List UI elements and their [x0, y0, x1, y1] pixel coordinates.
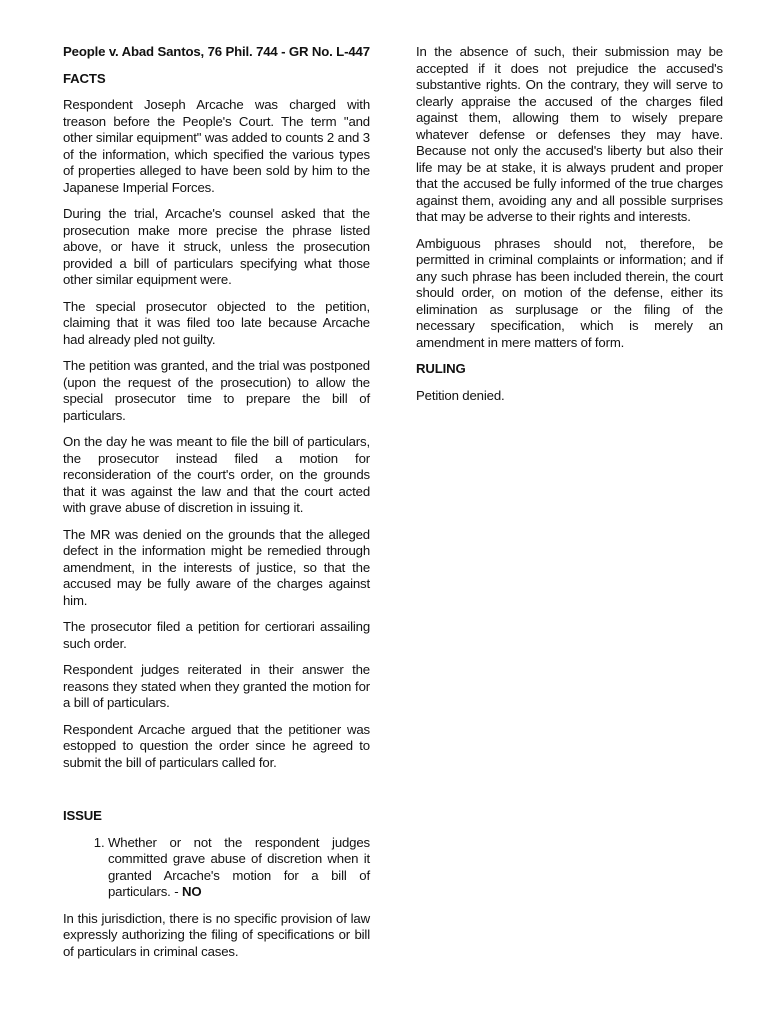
facts-paragraph: The prosecutor filed a petition for certiorari assailing such order.: [63, 619, 370, 651]
issue-answer: NO: [181, 884, 202, 899]
left-column: [63, 44, 370, 970]
issue-item-text: Whether or not the respondent judges committed grave abuse of discretion when it granted Arcache's motion for a bill of particulars. -: [108, 834, 370, 899]
section-spacer: [63, 781, 370, 808]
issue-heading: ISSUE: [63, 808, 102, 823]
discussion-paragraph: Ambiguous phrases should not, therefore, be permitted in criminal complaints or information; and if any such phrase has been included therein, the court should order, on motion of the defense, either its elimination as surplusage or the filing of the necessary specification, which is merely an amendment in mere matters of form.: [416, 235, 723, 350]
facts-paragraph: The special prosecutor objected to the petition, claiming that it was filed too late because Arcache had already pled not guilty.: [63, 298, 370, 347]
issue-item: [108, 835, 370, 901]
facts-heading: FACTS: [63, 70, 106, 86]
case-title: People v. Abad Santos, 76 Phil. 744 - GR No. L-447: [63, 44, 370, 59]
ruling-heading: RULING: [416, 361, 466, 376]
discussion-paragraph: In this jurisdiction, there is no specific provision of law expressly authorizing the filing of specifications or bill of particulars in criminal cases.: [63, 910, 370, 959]
facts-paragraph: Respondent Arcache argued that the petitioner was estopped to question the order since he agreed to submit the bill of particulars called for.: [63, 721, 370, 770]
facts-paragraph: During the trial, Arcache's counsel asked that the prosecution make more precise the phrase listed above, or have it struck, unless the prosecution provided a bill of particulars specifying what those other similar equipment were.: [63, 206, 370, 287]
facts-paragraph: Respondent judges reiterated in their answer the reasons they stated when they granted the motion for a bill of particulars.: [63, 662, 370, 710]
ruling-text: Petition denied.: [416, 387, 505, 403]
facts-paragraph: The petition was granted, and the trial was postponed (upon the request of the prosecution) to allow the special prosecutor time to prepare the bill of particulars.: [63, 358, 370, 423]
facts-paragraph: Respondent Joseph Arcache was charged with treason before the People's Court. The term "and other similar equipment" was added to counts 2 and 3 of the information, which specified the various types of properties alleged to have been sold by him to the Japanese Imperial Forces.: [63, 97, 370, 195]
facts-paragraph: On the day he was meant to file the bill of particulars, the prosecutor instead filed a motion for reconsideration of the court's order, on the grounds that it was against the law and that the court acted with grave abuse of discretion in issuing it.: [63, 434, 370, 515]
facts-paragraph: The MR was denied on the grounds that the alleged defect in the information might be remedied through amendment, in the interests of justice, so that the accused may be fully aware of the charges against him.: [63, 526, 370, 608]
right-column: [416, 44, 723, 414]
issue-list: [63, 835, 370, 901]
discussion-paragraph: In the absence of such, their submission may be accepted if it does not prejudice the accused's substantive rights. On the contrary, they will serve to clearly appraise the accused of the charges filed against them, allowing them to wisely prepare whatever defense or defenses they may have. Because not only the accused's liberty but also their life may be at stake, it is always prudent and proper that the accused be fully informed of the true charges against them, avoiding any and all possible surprises that may be adverse to their rights and interests.: [416, 44, 723, 224]
